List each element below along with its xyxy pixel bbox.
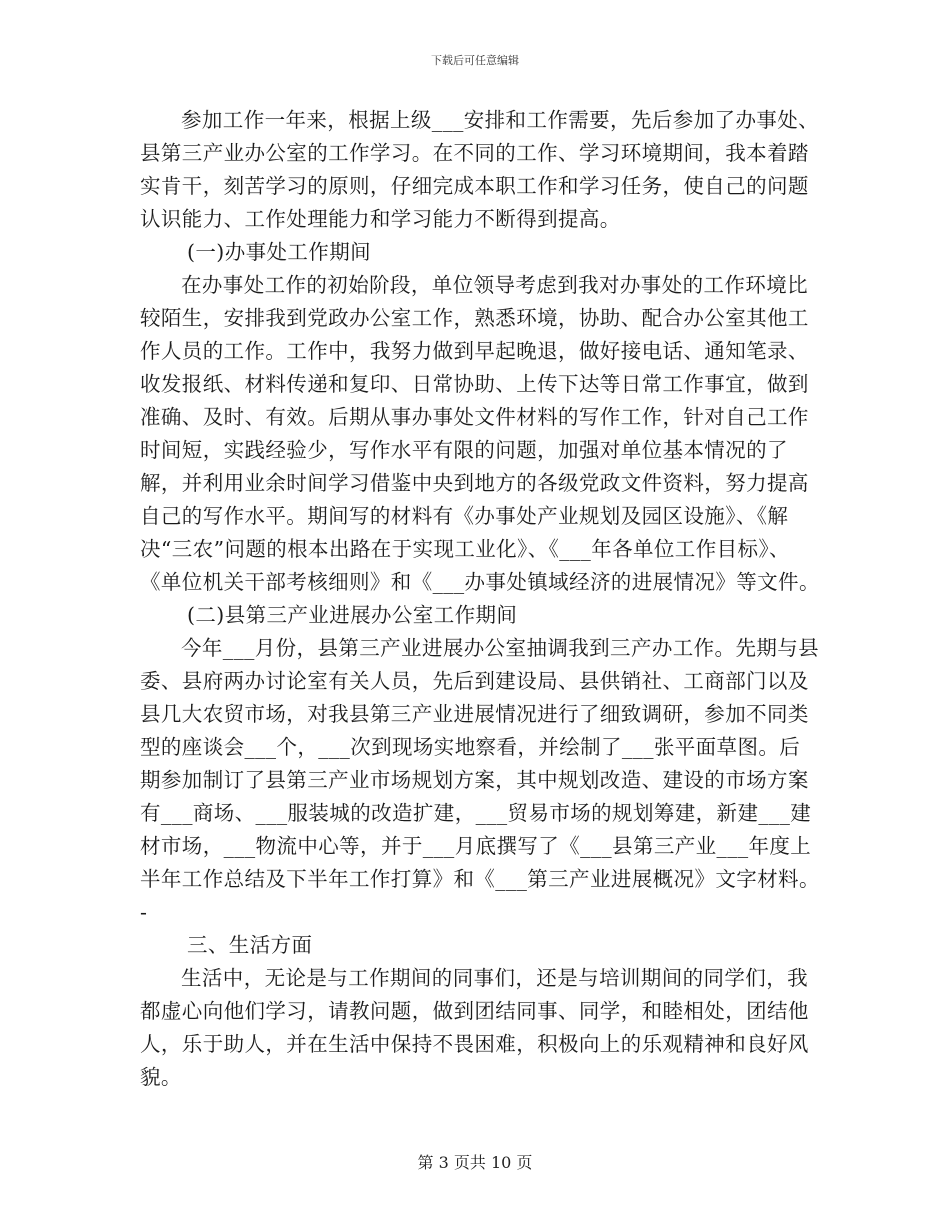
paragraph-intro: 参加工作一年来，根据上级___安排和工作需要，先后参加了办事处、县第三产业办公室的工作学习。在不同的工作、学习环境期间，我本着踏实肯干，刻苦学习的原则，仔细完成本职工作和学习任务，使自己的问题认识能力、工作处理能力和学习能力不断得到提高。 xyxy=(140,108,820,231)
page-number: 第 3 页共 10 页 xyxy=(417,1153,533,1172)
page-header: 下载后可任意编辑 xyxy=(431,54,519,67)
document-body xyxy=(140,104,820,1094)
section-heading-life: 三、生活方面 xyxy=(187,933,313,957)
paragraph-tertiary-industry: 今年___月份，县第三产业进展办公室抽调我到三产办工作。先期与县委、县府两办讨论室有关人员，先后到建设局、县供销社、工商部门以及县几大农贸市场，对我县第三产业进展情况进行了细致调研，参加不同类型的座谈会___个，___次到现场实地察看，并绘制了___张平面草图。后期参加制订了县第三产业市场规划方案，其中规划改造、建设的市场方案有___商场、___服装城的改造扩建，___贸易市场的规划筹建，新建___建材市场，___物流中心等，并于___月底撰写了《___县第三产业___年度上半年工作总结及下半年工作打算》和《___第三产业进展概况》文字材料。- xyxy=(140,636,820,924)
section-heading-tertiary-industry: (二)县第三产业进展办公室工作期间 xyxy=(187,603,518,627)
section-heading-office: (一)办事处工作期间 xyxy=(187,240,371,264)
paragraph-office-work: 在办事处工作的初始阶段，单位领导考虑到我对办事处的工作环境比较陌生，安排我到党政办公室工作，熟悉环境，协助、配合办公室其他工作人员的工作。工作中，我努力做到早起晚退，做好接电话、通知笔录、收发报纸、材料传递和复印、日常协助、上传下达等日常工作事宜，做到准确、及时、有效。后期从事办事处文件材料的写作工作，针对自己工作时间短，实践经验少，写作水平有限的问题，加强对单位基本情况的了解，并利用业余时间学习借鉴中央到地方的各级党政文件资料，努力提高自己的写作水平。期间写的材料有《办事处产业规划及园区设施》、《解决“三农”问题的根本出路在于实现工业化》、《___年各单位工作目标》、《单位机关干部考核细则》和《___办事处镇域经济的进展情况》等文件。 xyxy=(140,273,820,594)
paragraph-life: 生活中，无论是与工作期间的同事们，还是与培训期间的同学们，我都虚心向他们学习，请教问题，做到团结同事、同学，和睦相处，团结他人，乐于助人，并在生活中保持不畏困难，积极向上的乐观精神和良好风貌。 xyxy=(140,966,809,1089)
